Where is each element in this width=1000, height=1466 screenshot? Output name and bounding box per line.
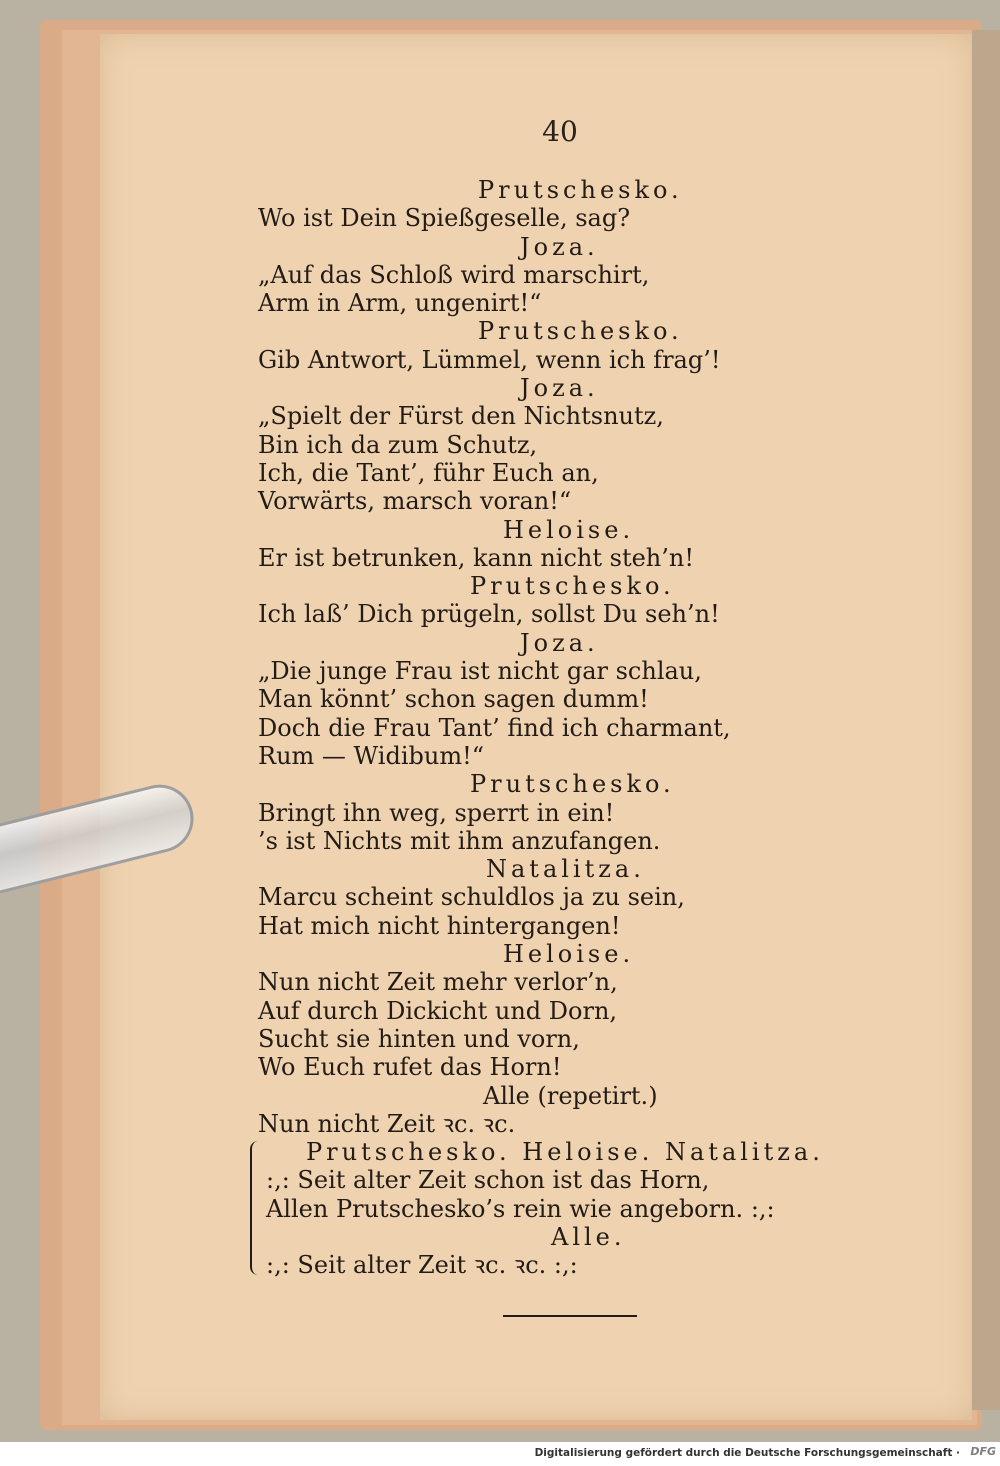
- verse-line: Marcu scheint schuldlos ja zu sein,: [258, 883, 685, 912]
- speaker-name: Heloise.: [503, 940, 635, 969]
- verse-line: Arm in Arm, ungenirt!“: [258, 289, 542, 318]
- verse-line: Nun nicht Zeit ꝛc. ꝛc.: [258, 1109, 516, 1138]
- verse-line: Ich laß’ Dich prügeln, sollst Du seh’n!: [258, 600, 720, 629]
- verse-line: Ich, die Tant’, führ Euch an,: [258, 458, 599, 487]
- verse-line: Sucht sie hinten und vorn,: [258, 1024, 580, 1053]
- speaker-name: Prutschesko.: [470, 572, 675, 601]
- speaker-name: Prutschesko.: [478, 317, 683, 346]
- verse-line: Hat mich nicht hintergangen!: [258, 911, 621, 940]
- verse-line: Bringt ihn weg, sperrt in ein!: [258, 798, 615, 827]
- verse-line: Man könnt’ schon sagen dumm!: [258, 685, 649, 714]
- verse-line: Vorwärts, marsch voran!“: [258, 487, 572, 516]
- speaker-name: Joza.: [520, 232, 599, 261]
- speaker-name: Heloise.: [503, 515, 635, 544]
- speaker-name: Prutschesko.: [470, 770, 675, 799]
- verse-line: „Auf das Schloß wird marschirt,: [258, 260, 650, 289]
- page-number: 40: [542, 115, 578, 148]
- footer-credit: Digitalisierung gefördert durch die Deutsche Forschungsgemeinschaft ·: [534, 1447, 960, 1459]
- curly-brace: [250, 1141, 258, 1275]
- verse-line: Bin ich da zum Schutz,: [258, 430, 538, 459]
- speaker-name: Joza.: [520, 628, 599, 657]
- speaker-name: Natalitza.: [486, 855, 645, 884]
- verse-line: „Spielt der Fürst den Nichtsnutz,: [258, 402, 664, 431]
- verse-line: Wo ist Dein Spießgeselle, sag?: [258, 204, 631, 233]
- speaker-name: Alle (repetirt.): [483, 1081, 658, 1110]
- speaker-name: Prutschesko.: [478, 176, 683, 204]
- verse-line: :,: Seit alter Zeit ꝛc. ꝛc. :,:: [266, 1251, 578, 1280]
- end-rule: [503, 1315, 637, 1317]
- verse-text: [258, 176, 858, 1280]
- verse-line: Allen Prutschesko’s rein wie angeborn. :,:: [266, 1194, 775, 1223]
- verse-line: „Die junge Frau ist nicht gar schlau,: [258, 657, 702, 686]
- verse-line: Wo Euch rufet das Horn!: [258, 1053, 562, 1082]
- verse-line: ’s ist Nichts mit ihm anzufangen.: [258, 826, 661, 855]
- dfg-logo: DFG: [970, 1445, 996, 1458]
- speaker-name: Alle.: [551, 1222, 626, 1251]
- verse-line: Nun nicht Zeit mehr verlor’n,: [258, 968, 618, 997]
- speaker-name: Prutschesko. Heloise. Natalitza.: [306, 1138, 824, 1167]
- verse-line: Rum — Widibum!“: [258, 741, 484, 770]
- verse-line: Auf durch Dickicht und Dorn,: [258, 996, 618, 1025]
- verse-line: Doch die Frau Tant’ find ich charmant,: [258, 713, 731, 742]
- bracketed-chorus: [258, 1138, 858, 1279]
- verse-line: Gib Antwort, Lümmel, wenn ich frag’!: [258, 345, 721, 374]
- verse-line: :,: Seit alter Zeit schon ist das Horn,: [266, 1166, 710, 1195]
- speaker-name: Joza.: [520, 374, 599, 403]
- verse-line: Er ist betrunken, kann nicht steh’n!: [258, 543, 694, 572]
